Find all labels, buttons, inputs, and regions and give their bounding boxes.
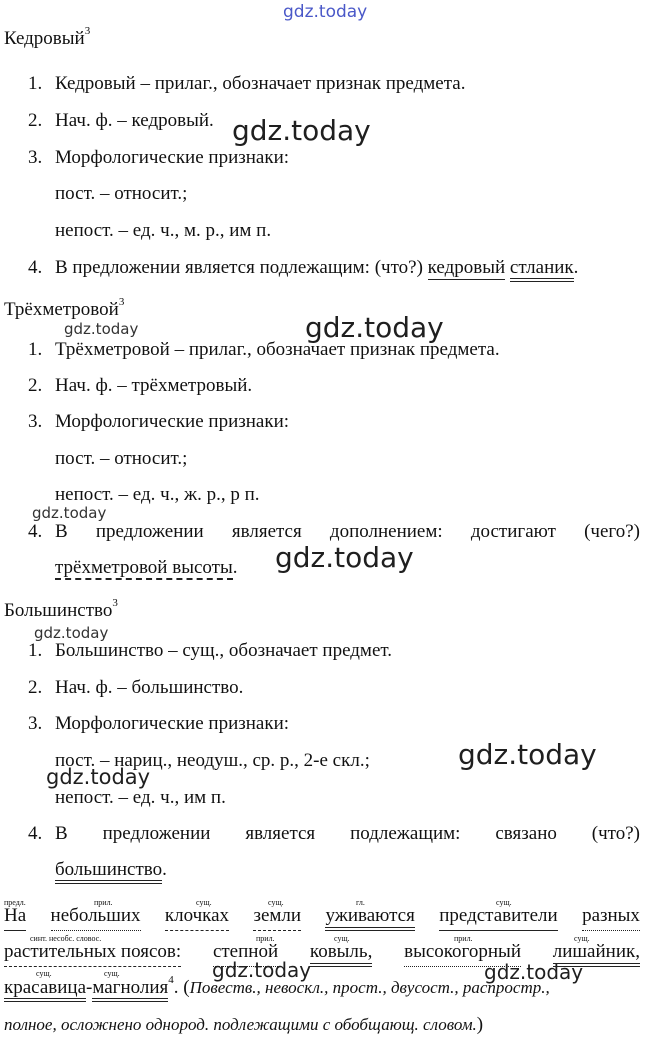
section-title-text: Большинство — [4, 600, 113, 621]
item-number: 4. — [28, 521, 43, 542]
watermark-6: gdz.today — [34, 624, 109, 642]
section-title-text: Кедровый — [4, 28, 85, 49]
period: . — [573, 257, 579, 278]
parse-line-2 — [4, 941, 640, 967]
item-text: Нач. ф. – большинство. — [55, 677, 244, 698]
pos-tag: гл. — [356, 898, 365, 907]
phrase: растительных поясов: — [4, 941, 181, 967]
parse-line-1 — [4, 905, 640, 931]
word: дополнением: — [329, 521, 443, 542]
section-title-trekhmetrovoy — [4, 296, 125, 321]
item-text: Трёхметровой – прилаг., обозначает признак предмета. — [55, 339, 500, 360]
parse-line-4 — [4, 1014, 483, 1036]
item-number: 4. — [28, 823, 43, 844]
pos-tag: сущ. — [36, 969, 52, 978]
item-text: Морфологические признаки: — [55, 147, 290, 168]
section-title-text: Трёхметровой — [4, 299, 119, 320]
pos-tag: сущ. — [574, 934, 590, 943]
item-text: Нач. ф. – трёхметровый. — [55, 375, 253, 396]
footnote-mark: 3 — [112, 597, 118, 609]
period: . — [232, 557, 238, 578]
pos-tag: прил. — [94, 898, 113, 907]
footnote-mark: 4 — [168, 974, 174, 986]
word: степной — [213, 941, 278, 967]
word: представители — [439, 905, 557, 931]
double-underlined-word: большинство — [55, 859, 162, 884]
watermark-1: gdz.today — [232, 114, 371, 147]
item-text-part: В предложении является подлежащим: (что?) — [55, 257, 423, 278]
item-text: Нач. ф. – кедровый. — [55, 110, 214, 131]
section-title-bolshinstvo — [4, 597, 118, 622]
close-paren: ) — [476, 1014, 484, 1035]
word: является — [231, 521, 302, 542]
watermark-9: gdz.today — [212, 958, 312, 982]
item-number: 4. — [28, 257, 43, 278]
word: предложении — [102, 823, 211, 844]
pos-tag: предл. — [4, 898, 26, 907]
word: является — [245, 823, 316, 844]
hyphen: - — [86, 977, 93, 998]
parse-line-3 — [4, 974, 550, 999]
item-number: 3. — [28, 411, 43, 432]
item-subtext: непост. – ед. ч., м. р., им п. — [55, 220, 272, 241]
item-subtext: непост. – ед. ч., ж. р., р п. — [55, 484, 260, 505]
word: (чего?) — [584, 521, 640, 542]
item-subtext: пост. – нариц., неодуш., ср. р., 2-е скл.; — [55, 750, 370, 771]
watermark-2: gdz.today — [305, 311, 444, 344]
double-underlined-word: стланик — [510, 257, 574, 282]
item-subtext: пост. – относит.; — [55, 183, 188, 204]
word: связано — [495, 823, 557, 844]
pos-tag: прил. — [454, 934, 473, 943]
word: ковыль, — [310, 941, 372, 967]
word: лишайник, — [553, 941, 640, 967]
sentence-characteristics: полное, осложнено однород. подлежащими с обобщающ. словом. — [4, 1015, 477, 1034]
watermark-10: gdz.today — [484, 960, 584, 984]
section-title-kedrovyy — [4, 25, 91, 50]
pos-tag: сущ. — [334, 934, 350, 943]
item-text: Морфологические признаки: — [55, 411, 290, 432]
watermark-top: gdz.today — [283, 2, 368, 22]
item-text-justified — [55, 823, 640, 845]
item-number: 1. — [28, 640, 43, 661]
item-text-continued — [55, 859, 167, 881]
period: . — [162, 859, 167, 880]
watermark-4: gdz.today — [32, 504, 107, 522]
underlined-word: кедровый — [427, 257, 506, 278]
item-text — [55, 257, 578, 279]
item-text-continued — [55, 557, 237, 579]
word: На — [4, 905, 26, 931]
item-number: 2. — [28, 375, 43, 396]
word: магнолия — [92, 977, 168, 1002]
word: (что?) — [591, 823, 640, 844]
pos-tag: сущ. — [496, 898, 512, 907]
word: уживаются — [325, 905, 414, 931]
pos-tag: прил. — [256, 934, 275, 943]
watermark-7: gdz.today — [458, 738, 597, 771]
item-number: 3. — [28, 713, 43, 734]
watermark-5: gdz.today — [275, 541, 414, 574]
item-number: 3. — [28, 147, 43, 168]
item-text: Морфологические признаки: — [55, 713, 290, 734]
item-text: Кедровый – прилаг., обозначает признак предмета. — [55, 73, 466, 94]
open-paren: ( — [183, 977, 190, 998]
pos-tag: сущ. — [196, 898, 212, 907]
word: высокогорный — [404, 941, 521, 967]
word: красавица — [4, 977, 86, 1002]
watermark-8: gdz.today — [46, 765, 151, 789]
period: . — [173, 977, 179, 998]
word: В — [55, 521, 68, 542]
pos-tag: синт. несобс. словос. — [30, 934, 102, 943]
word: разных — [582, 905, 640, 931]
pos-tag: сущ. — [268, 898, 284, 907]
item-text: Большинство – сущ., обозначает предмет. — [55, 640, 392, 661]
word: клочках — [165, 905, 229, 931]
item-number: 2. — [28, 110, 43, 131]
footnote-mark: 3 — [84, 25, 91, 37]
word: В — [55, 823, 68, 844]
watermark-3: gdz.today — [64, 320, 139, 338]
word: небольших — [51, 905, 141, 931]
word: достигают — [470, 521, 556, 542]
word: земли — [253, 905, 301, 931]
item-number: 2. — [28, 677, 43, 698]
item-number: 1. — [28, 73, 43, 94]
footnote-mark: 3 — [118, 296, 125, 308]
item-number: 1. — [28, 339, 43, 360]
sentence-characteristics: Повеств., невоскл., прост., двусост., распростр., — [189, 978, 550, 997]
pos-tag: сущ. — [104, 969, 120, 978]
item-subtext: непост. – ед. ч., им п. — [55, 787, 226, 808]
dash-underlined-phrase: трёхметровой высоты — [55, 557, 233, 578]
item-subtext: пост. – относит.; — [55, 448, 188, 469]
word: предложении — [95, 521, 204, 542]
word: подлежащим: — [350, 823, 461, 844]
item-text-justified — [55, 521, 640, 543]
